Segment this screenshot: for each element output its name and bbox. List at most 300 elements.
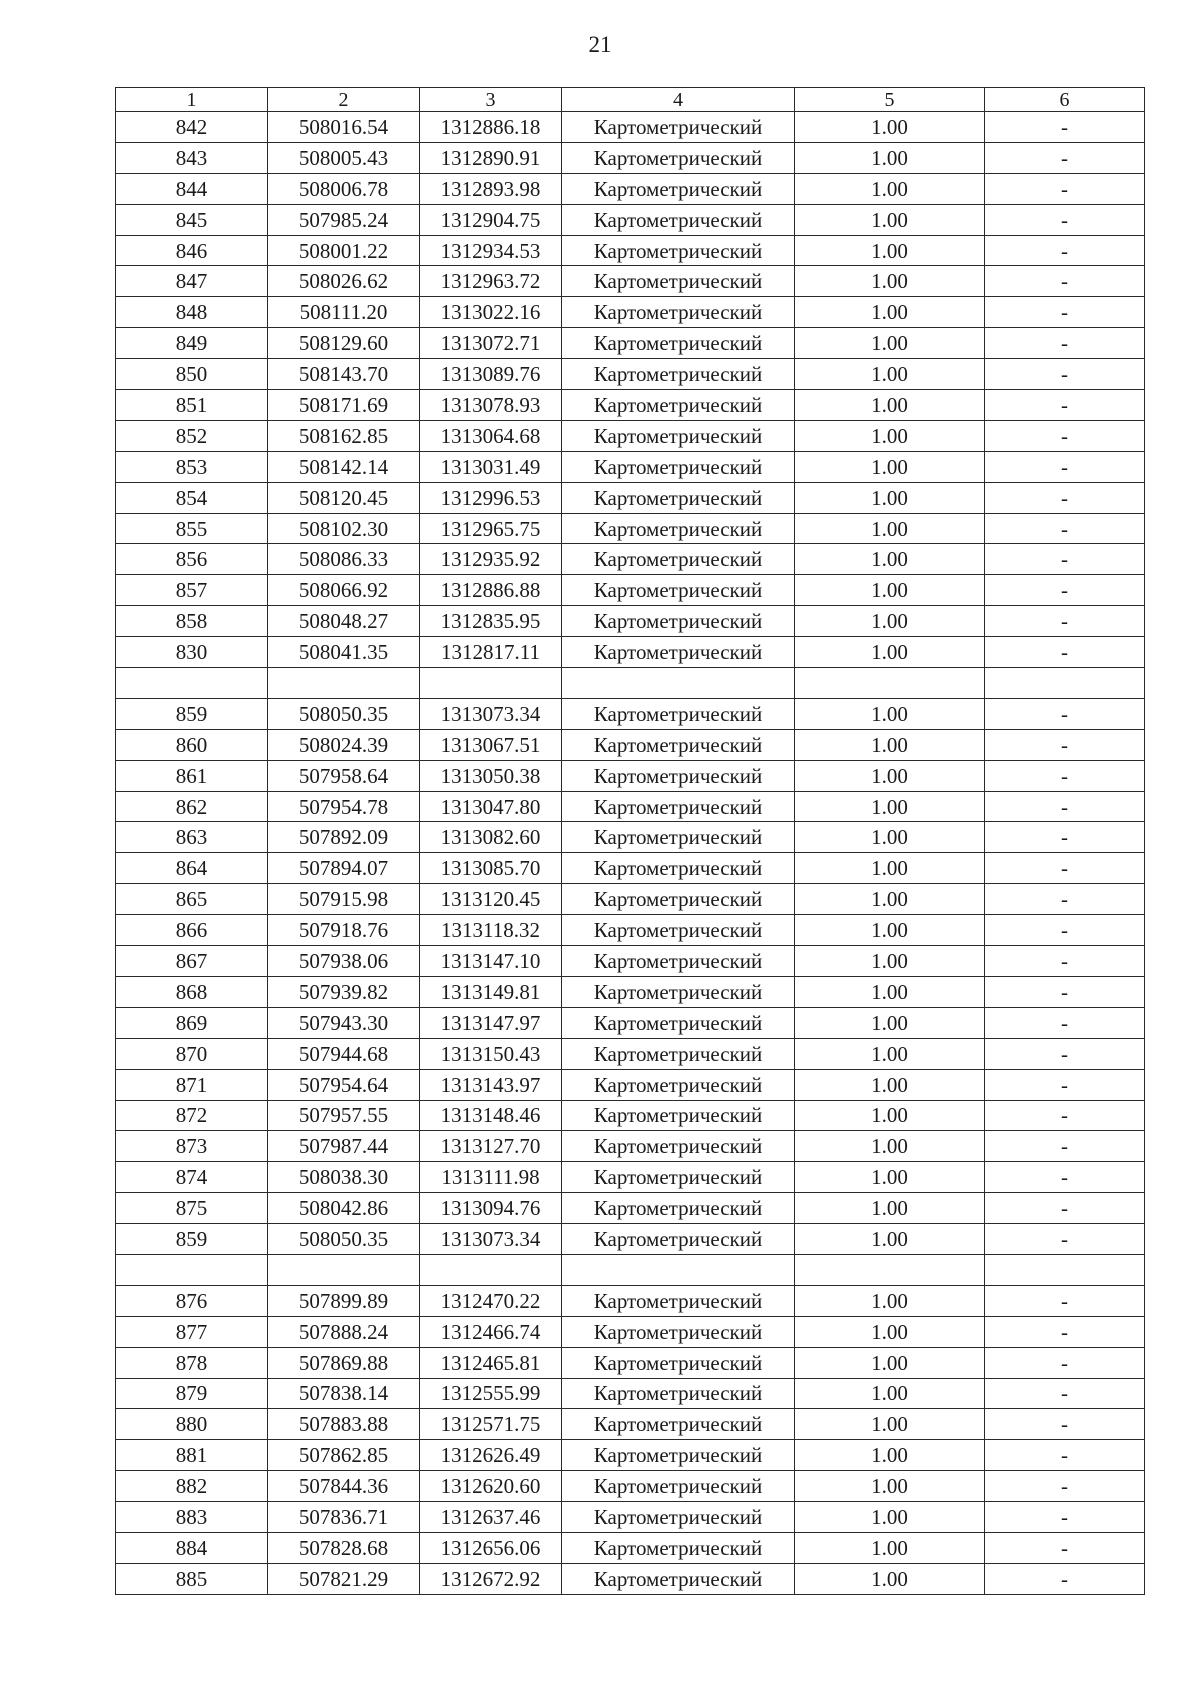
x-coordinate-cell: 507894.07 xyxy=(268,853,420,884)
y-coordinate-cell: 1312893.98 xyxy=(420,173,562,204)
y-coordinate-cell: 1313089.76 xyxy=(420,359,562,390)
empty-cell xyxy=(268,1254,420,1285)
description-cell: - xyxy=(985,606,1145,637)
empty-cell xyxy=(116,668,268,699)
point-number-cell: 875 xyxy=(116,1193,268,1224)
table-row xyxy=(116,822,1145,853)
table-row xyxy=(116,637,1145,668)
empty-cell xyxy=(268,668,420,699)
method-cell: Картометрический xyxy=(562,976,795,1007)
table-row xyxy=(116,1131,1145,1162)
table-row xyxy=(116,575,1145,606)
x-coordinate-cell: 507883.88 xyxy=(268,1409,420,1440)
method-cell: Картометрический xyxy=(562,1100,795,1131)
accuracy-cell: 1.00 xyxy=(795,1007,985,1038)
description-cell: - xyxy=(985,142,1145,173)
point-number-cell: 871 xyxy=(116,1069,268,1100)
description-cell: - xyxy=(985,1285,1145,1316)
accuracy-cell: 1.00 xyxy=(795,1131,985,1162)
method-cell: Картометрический xyxy=(562,1069,795,1100)
table-row xyxy=(116,1532,1145,1563)
y-coordinate-cell: 1312466.74 xyxy=(420,1316,562,1347)
description-cell: - xyxy=(985,513,1145,544)
method-cell: Картометрический xyxy=(562,729,795,760)
x-coordinate-cell: 507957.55 xyxy=(268,1100,420,1131)
y-coordinate-cell: 1312571.75 xyxy=(420,1409,562,1440)
y-coordinate-cell: 1312465.81 xyxy=(420,1347,562,1378)
empty-cell xyxy=(795,1254,985,1285)
point-number-cell: 830 xyxy=(116,637,268,668)
method-cell: Картометрический xyxy=(562,1162,795,1193)
table-row xyxy=(116,328,1145,359)
method-cell: Картометрический xyxy=(562,451,795,482)
y-coordinate-cell: 1312935.92 xyxy=(420,544,562,575)
description-cell: - xyxy=(985,1378,1145,1409)
accuracy-cell: 1.00 xyxy=(795,637,985,668)
method-cell: Картометрический xyxy=(562,482,795,513)
point-number-cell: 859 xyxy=(116,1224,268,1255)
x-coordinate-cell: 507821.29 xyxy=(268,1563,420,1594)
column-header-6: 6 xyxy=(985,88,1145,112)
accuracy-cell: 1.00 xyxy=(795,112,985,143)
accuracy-cell: 1.00 xyxy=(795,1038,985,1069)
description-cell: - xyxy=(985,1471,1145,1502)
point-number-cell: 855 xyxy=(116,513,268,544)
table-row xyxy=(116,482,1145,513)
y-coordinate-cell: 1312886.18 xyxy=(420,112,562,143)
y-coordinate-cell: 1313147.97 xyxy=(420,1007,562,1038)
table-row xyxy=(116,729,1145,760)
table-row xyxy=(116,451,1145,482)
x-coordinate-cell: 508001.22 xyxy=(268,235,420,266)
accuracy-cell: 1.00 xyxy=(795,698,985,729)
table-row xyxy=(116,1100,1145,1131)
method-cell: Картометрический xyxy=(562,266,795,297)
description-cell: - xyxy=(985,822,1145,853)
accuracy-cell: 1.00 xyxy=(795,204,985,235)
accuracy-cell: 1.00 xyxy=(795,1316,985,1347)
accuracy-cell: 1.00 xyxy=(795,822,985,853)
point-number-cell: 873 xyxy=(116,1131,268,1162)
x-coordinate-cell: 508050.35 xyxy=(268,698,420,729)
accuracy-cell: 1.00 xyxy=(795,266,985,297)
table-row xyxy=(116,204,1145,235)
y-coordinate-cell: 1312934.53 xyxy=(420,235,562,266)
description-cell: - xyxy=(985,420,1145,451)
y-coordinate-cell: 1312835.95 xyxy=(420,606,562,637)
accuracy-cell: 1.00 xyxy=(795,173,985,204)
description-cell: - xyxy=(985,328,1145,359)
x-coordinate-cell: 507888.24 xyxy=(268,1316,420,1347)
method-cell: Картометрический xyxy=(562,297,795,328)
table-row xyxy=(116,1347,1145,1378)
accuracy-cell: 1.00 xyxy=(795,915,985,946)
y-coordinate-cell: 1312470.22 xyxy=(420,1285,562,1316)
coordinates-table xyxy=(115,87,1145,1595)
accuracy-cell: 1.00 xyxy=(795,606,985,637)
method-cell: Картометрический xyxy=(562,513,795,544)
accuracy-cell: 1.00 xyxy=(795,1069,985,1100)
table-row xyxy=(116,1069,1145,1100)
y-coordinate-cell: 1312904.75 xyxy=(420,204,562,235)
accuracy-cell: 1.00 xyxy=(795,791,985,822)
method-cell: Картометрический xyxy=(562,204,795,235)
description-cell: - xyxy=(985,204,1145,235)
method-cell: Картометрический xyxy=(562,328,795,359)
description-cell: - xyxy=(985,1409,1145,1440)
method-cell: Картометрический xyxy=(562,359,795,390)
table-row xyxy=(116,1193,1145,1224)
y-coordinate-cell: 1312656.06 xyxy=(420,1532,562,1563)
y-coordinate-cell: 1313085.70 xyxy=(420,853,562,884)
accuracy-cell: 1.00 xyxy=(795,1378,985,1409)
x-coordinate-cell: 507836.71 xyxy=(268,1502,420,1533)
accuracy-cell: 1.00 xyxy=(795,1347,985,1378)
point-number-cell: 879 xyxy=(116,1378,268,1409)
y-coordinate-cell: 1313127.70 xyxy=(420,1131,562,1162)
x-coordinate-cell: 507918.76 xyxy=(268,915,420,946)
y-coordinate-cell: 1313143.97 xyxy=(420,1069,562,1100)
x-coordinate-cell: 507899.89 xyxy=(268,1285,420,1316)
method-cell: Картометрический xyxy=(562,544,795,575)
method-cell: Картометрический xyxy=(562,1007,795,1038)
y-coordinate-cell: 1313147.10 xyxy=(420,946,562,977)
method-cell: Картометрический xyxy=(562,760,795,791)
point-number-cell: 843 xyxy=(116,142,268,173)
point-number-cell: 846 xyxy=(116,235,268,266)
point-number-cell: 863 xyxy=(116,822,268,853)
accuracy-cell: 1.00 xyxy=(795,1162,985,1193)
table-row xyxy=(116,1038,1145,1069)
description-cell: - xyxy=(985,482,1145,513)
accuracy-cell: 1.00 xyxy=(795,142,985,173)
y-coordinate-cell: 1313047.80 xyxy=(420,791,562,822)
description-cell: - xyxy=(985,1347,1145,1378)
y-coordinate-cell: 1312890.91 xyxy=(420,142,562,173)
point-number-cell: 845 xyxy=(116,204,268,235)
column-header-3: 3 xyxy=(420,88,562,112)
point-number-cell: 880 xyxy=(116,1409,268,1440)
point-number-cell: 881 xyxy=(116,1440,268,1471)
y-coordinate-cell: 1313094.76 xyxy=(420,1193,562,1224)
x-coordinate-cell: 507938.06 xyxy=(268,946,420,977)
section-separator-row xyxy=(116,1254,1145,1285)
description-cell: - xyxy=(985,359,1145,390)
point-number-cell: 848 xyxy=(116,297,268,328)
accuracy-cell: 1.00 xyxy=(795,390,985,421)
method-cell: Картометрический xyxy=(562,698,795,729)
y-coordinate-cell: 1312626.49 xyxy=(420,1440,562,1471)
accuracy-cell: 1.00 xyxy=(795,544,985,575)
x-coordinate-cell: 508162.85 xyxy=(268,420,420,451)
x-coordinate-cell: 508006.78 xyxy=(268,173,420,204)
empty-cell xyxy=(116,1254,268,1285)
method-cell: Картометрический xyxy=(562,1131,795,1162)
table-row xyxy=(116,853,1145,884)
x-coordinate-cell: 507869.88 xyxy=(268,1347,420,1378)
method-cell: Картометрический xyxy=(562,235,795,266)
method-cell: Картометрический xyxy=(562,1347,795,1378)
accuracy-cell: 1.00 xyxy=(795,976,985,1007)
description-cell: - xyxy=(985,1193,1145,1224)
method-cell: Картометрический xyxy=(562,946,795,977)
x-coordinate-cell: 507915.98 xyxy=(268,884,420,915)
point-number-cell: 869 xyxy=(116,1007,268,1038)
method-cell: Картометрический xyxy=(562,1378,795,1409)
point-number-cell: 853 xyxy=(116,451,268,482)
y-coordinate-cell: 1313111.98 xyxy=(420,1162,562,1193)
description-cell: - xyxy=(985,1038,1145,1069)
page-number: 21 xyxy=(588,32,612,57)
table-row xyxy=(116,513,1145,544)
y-coordinate-cell: 1313072.71 xyxy=(420,328,562,359)
description-cell: - xyxy=(985,235,1145,266)
method-cell: Картометрический xyxy=(562,575,795,606)
accuracy-cell: 1.00 xyxy=(795,513,985,544)
point-number-cell: 842 xyxy=(116,112,268,143)
y-coordinate-cell: 1313148.46 xyxy=(420,1100,562,1131)
table-row xyxy=(116,915,1145,946)
x-coordinate-cell: 507862.85 xyxy=(268,1440,420,1471)
point-number-cell: 885 xyxy=(116,1563,268,1594)
y-coordinate-cell: 1313067.51 xyxy=(420,729,562,760)
accuracy-cell: 1.00 xyxy=(795,297,985,328)
point-number-cell: 851 xyxy=(116,390,268,421)
x-coordinate-cell: 508171.69 xyxy=(268,390,420,421)
method-cell: Картометрический xyxy=(562,112,795,143)
x-coordinate-cell: 508086.33 xyxy=(268,544,420,575)
description-cell: - xyxy=(985,1532,1145,1563)
point-number-cell: 883 xyxy=(116,1502,268,1533)
accuracy-cell: 1.00 xyxy=(795,853,985,884)
accuracy-cell: 1.00 xyxy=(795,482,985,513)
method-cell: Картометрический xyxy=(562,884,795,915)
point-number-cell: 868 xyxy=(116,976,268,1007)
point-number-cell: 854 xyxy=(116,482,268,513)
x-coordinate-cell: 508026.62 xyxy=(268,266,420,297)
accuracy-cell: 1.00 xyxy=(795,1100,985,1131)
y-coordinate-cell: 1312886.88 xyxy=(420,575,562,606)
point-number-cell: 878 xyxy=(116,1347,268,1378)
method-cell: Картометрический xyxy=(562,1285,795,1316)
description-cell: - xyxy=(985,760,1145,791)
x-coordinate-cell: 508102.30 xyxy=(268,513,420,544)
x-coordinate-cell: 508042.86 xyxy=(268,1193,420,1224)
x-coordinate-cell: 507892.09 xyxy=(268,822,420,853)
description-cell: - xyxy=(985,575,1145,606)
y-coordinate-cell: 1312620.60 xyxy=(420,1471,562,1502)
x-coordinate-cell: 507939.82 xyxy=(268,976,420,1007)
x-coordinate-cell: 507954.78 xyxy=(268,791,420,822)
method-cell: Картометрический xyxy=(562,853,795,884)
description-cell: - xyxy=(985,698,1145,729)
section-separator-row xyxy=(116,668,1145,699)
y-coordinate-cell: 1312965.75 xyxy=(420,513,562,544)
accuracy-cell: 1.00 xyxy=(795,1502,985,1533)
point-number-cell: 874 xyxy=(116,1162,268,1193)
point-number-cell: 852 xyxy=(116,420,268,451)
method-cell: Картометрический xyxy=(562,637,795,668)
table-row xyxy=(116,1285,1145,1316)
accuracy-cell: 1.00 xyxy=(795,1193,985,1224)
x-coordinate-cell: 507954.64 xyxy=(268,1069,420,1100)
description-cell: - xyxy=(985,1162,1145,1193)
empty-cell xyxy=(420,668,562,699)
description-cell: - xyxy=(985,884,1145,915)
point-number-cell: 876 xyxy=(116,1285,268,1316)
table-row xyxy=(116,791,1145,822)
y-coordinate-cell: 1312555.99 xyxy=(420,1378,562,1409)
y-coordinate-cell: 1313082.60 xyxy=(420,822,562,853)
point-number-cell: 844 xyxy=(116,173,268,204)
coordinates-table-body xyxy=(116,88,1145,1595)
empty-cell xyxy=(562,668,795,699)
point-number-cell: 872 xyxy=(116,1100,268,1131)
y-coordinate-cell: 1313150.43 xyxy=(420,1038,562,1069)
y-coordinate-cell: 1312963.72 xyxy=(420,266,562,297)
empty-cell xyxy=(420,1254,562,1285)
table-row xyxy=(116,420,1145,451)
method-cell: Картометрический xyxy=(562,173,795,204)
table-row xyxy=(116,1440,1145,1471)
point-number-cell: 857 xyxy=(116,575,268,606)
y-coordinate-cell: 1313022.16 xyxy=(420,297,562,328)
method-cell: Картометрический xyxy=(562,1563,795,1594)
method-cell: Картометрический xyxy=(562,1316,795,1347)
y-coordinate-cell: 1313073.34 xyxy=(420,1224,562,1255)
point-number-cell: 877 xyxy=(116,1316,268,1347)
table-row xyxy=(116,606,1145,637)
accuracy-cell: 1.00 xyxy=(795,1440,985,1471)
table-row xyxy=(116,266,1145,297)
description-cell: - xyxy=(985,1100,1145,1131)
x-coordinate-cell: 508041.35 xyxy=(268,637,420,668)
x-coordinate-cell: 508024.39 xyxy=(268,729,420,760)
method-cell: Картометрический xyxy=(562,1224,795,1255)
column-header-4: 4 xyxy=(562,88,795,112)
description-cell: - xyxy=(985,451,1145,482)
table-row xyxy=(116,1409,1145,1440)
column-header-2: 2 xyxy=(268,88,420,112)
accuracy-cell: 1.00 xyxy=(795,1409,985,1440)
table-row xyxy=(116,235,1145,266)
method-cell: Картометрический xyxy=(562,1193,795,1224)
point-number-cell: 850 xyxy=(116,359,268,390)
x-coordinate-cell: 508005.43 xyxy=(268,142,420,173)
table-row xyxy=(116,390,1145,421)
method-cell: Картометрический xyxy=(562,1532,795,1563)
method-cell: Картометрический xyxy=(562,420,795,451)
x-coordinate-cell: 508111.20 xyxy=(268,297,420,328)
x-coordinate-cell: 507943.30 xyxy=(268,1007,420,1038)
point-number-cell: 884 xyxy=(116,1532,268,1563)
x-coordinate-cell: 508050.35 xyxy=(268,1224,420,1255)
table-row xyxy=(116,884,1145,915)
method-cell: Картометрический xyxy=(562,1440,795,1471)
method-cell: Картометрический xyxy=(562,1038,795,1069)
method-cell: Картометрический xyxy=(562,1409,795,1440)
x-coordinate-cell: 507844.36 xyxy=(268,1471,420,1502)
y-coordinate-cell: 1313050.38 xyxy=(420,760,562,791)
accuracy-cell: 1.00 xyxy=(795,1224,985,1255)
point-number-cell: 882 xyxy=(116,1471,268,1502)
table-row xyxy=(116,976,1145,1007)
x-coordinate-cell: 507987.44 xyxy=(268,1131,420,1162)
empty-cell xyxy=(985,668,1145,699)
method-cell: Картометрический xyxy=(562,606,795,637)
method-cell: Картометрический xyxy=(562,390,795,421)
x-coordinate-cell: 508066.92 xyxy=(268,575,420,606)
empty-cell xyxy=(795,668,985,699)
column-header-5: 5 xyxy=(795,88,985,112)
y-coordinate-cell: 1312637.46 xyxy=(420,1502,562,1533)
description-cell: - xyxy=(985,1007,1145,1038)
y-coordinate-cell: 1312817.11 xyxy=(420,637,562,668)
point-number-cell: 865 xyxy=(116,884,268,915)
description-cell: - xyxy=(985,976,1145,1007)
description-cell: - xyxy=(985,544,1145,575)
table-row xyxy=(116,1502,1145,1533)
point-number-cell: 870 xyxy=(116,1038,268,1069)
table-row xyxy=(116,1316,1145,1347)
y-coordinate-cell: 1313064.68 xyxy=(420,420,562,451)
description-cell: - xyxy=(985,853,1145,884)
table-row xyxy=(116,698,1145,729)
y-coordinate-cell: 1312672.92 xyxy=(420,1563,562,1594)
x-coordinate-cell: 508048.27 xyxy=(268,606,420,637)
method-cell: Картометрический xyxy=(562,1502,795,1533)
table-row xyxy=(116,359,1145,390)
description-cell: - xyxy=(985,173,1145,204)
description-cell: - xyxy=(985,946,1145,977)
table-row xyxy=(116,297,1145,328)
table-row xyxy=(116,1378,1145,1409)
method-cell: Картометрический xyxy=(562,915,795,946)
y-coordinate-cell: 1312996.53 xyxy=(420,482,562,513)
accuracy-cell: 1.00 xyxy=(795,575,985,606)
description-cell: - xyxy=(985,297,1145,328)
y-coordinate-cell: 1313118.32 xyxy=(420,915,562,946)
table-row xyxy=(116,1162,1145,1193)
method-cell: Картометрический xyxy=(562,1471,795,1502)
description-cell: - xyxy=(985,1440,1145,1471)
point-number-cell: 862 xyxy=(116,791,268,822)
accuracy-cell: 1.00 xyxy=(795,328,985,359)
table-header-row xyxy=(116,88,1145,112)
x-coordinate-cell: 508142.14 xyxy=(268,451,420,482)
x-coordinate-cell: 507944.68 xyxy=(268,1038,420,1069)
y-coordinate-cell: 1313078.93 xyxy=(420,390,562,421)
table-row xyxy=(116,1007,1145,1038)
description-cell: - xyxy=(985,112,1145,143)
description-cell: - xyxy=(985,1502,1145,1533)
description-cell: - xyxy=(985,1131,1145,1162)
empty-cell xyxy=(562,1254,795,1285)
accuracy-cell: 1.00 xyxy=(795,729,985,760)
point-number-cell: 847 xyxy=(116,266,268,297)
table-row xyxy=(116,1224,1145,1255)
column-header-1: 1 xyxy=(116,88,268,112)
table-row xyxy=(116,142,1145,173)
x-coordinate-cell: 508120.45 xyxy=(268,482,420,513)
accuracy-cell: 1.00 xyxy=(795,946,985,977)
x-coordinate-cell: 507985.24 xyxy=(268,204,420,235)
y-coordinate-cell: 1313120.45 xyxy=(420,884,562,915)
table-row xyxy=(116,946,1145,977)
accuracy-cell: 1.00 xyxy=(795,420,985,451)
description-cell: - xyxy=(985,1563,1145,1594)
point-number-cell: 858 xyxy=(116,606,268,637)
